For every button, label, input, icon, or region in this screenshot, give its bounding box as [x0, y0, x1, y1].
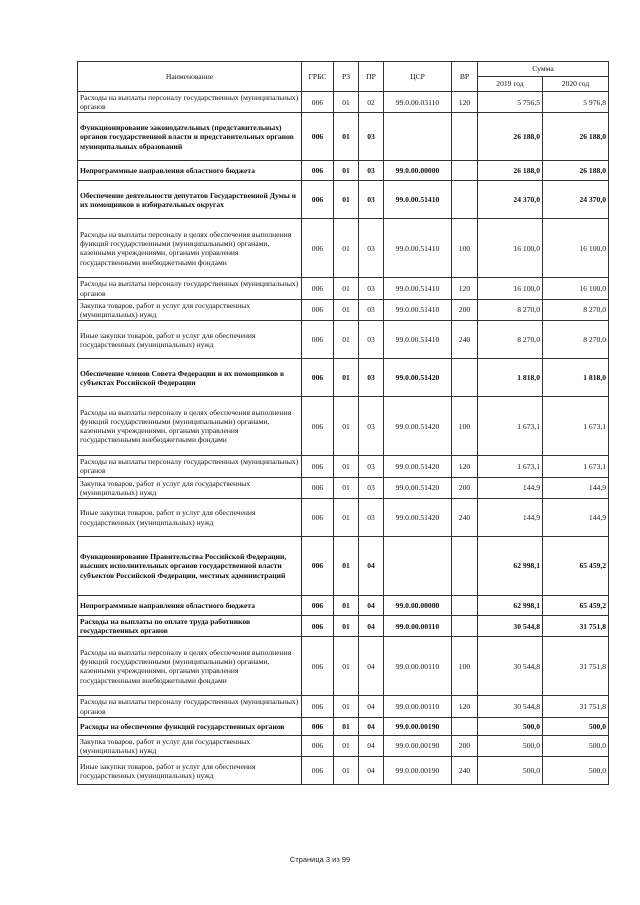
- row-sum-2020: 31 751,8: [543, 616, 609, 637]
- table-row: [78, 596, 609, 616]
- row-rz: 01: [334, 537, 359, 596]
- row-csr: 99.0.00.51410: [384, 321, 452, 359]
- row-sum-2019: 5 756,5: [478, 92, 543, 113]
- row-sum-2019: 1 673,1: [478, 397, 543, 456]
- row-vr: [452, 537, 478, 596]
- row-sum-2020: 26 188,0: [543, 113, 609, 161]
- row-rz: 01: [334, 477, 359, 498]
- row-pr: 04: [359, 616, 384, 637]
- row-csr: 99.0.00.51410: [384, 278, 452, 299]
- row-name: Непрограммные направления областного бюджета: [78, 161, 302, 181]
- row-pr: 04: [359, 757, 384, 785]
- row-grbs: 006: [302, 717, 334, 735]
- table-row: [78, 616, 609, 637]
- row-sum-2020: 24 370,0: [543, 181, 609, 219]
- row-vr: 120: [452, 456, 478, 477]
- row-vr: 100: [452, 637, 478, 696]
- header-pr: ПР: [359, 62, 384, 92]
- row-name: Иные закупки товаров, работ и услуг для обеспечения государственных (муниципальных) нужд: [78, 499, 302, 537]
- row-grbs: 006: [302, 616, 334, 637]
- table-row: [78, 397, 609, 456]
- row-pr: 04: [359, 717, 384, 735]
- row-name: Расходы на выплаты по оплате труда работников государственных органов: [78, 616, 302, 637]
- row-name: Функционирование Правительства Российской Федерации, высших исполнительных органов государственной власти субъектов Российской Федерации, местных администраций: [78, 537, 302, 596]
- row-sum-2020: 31 751,8: [543, 696, 609, 717]
- row-vr: 200: [452, 735, 478, 756]
- row-sum-2019: 26 188,0: [478, 113, 543, 161]
- row-sum-2019: 30 544,8: [478, 616, 543, 637]
- row-sum-2020: 8 270,0: [543, 299, 609, 320]
- row-vr: 120: [452, 696, 478, 717]
- row-csr: 99.0.00.51410: [384, 181, 452, 219]
- row-grbs: 006: [302, 456, 334, 477]
- header-year-2020: 2020 год: [543, 77, 609, 92]
- row-vr: [452, 113, 478, 161]
- row-pr: 03: [359, 321, 384, 359]
- table-row: [78, 456, 609, 477]
- row-csr: 99.0.00.51420: [384, 397, 452, 456]
- row-sum-2020: 1 673,1: [543, 397, 609, 456]
- row-name: Иные закупки товаров, работ и услуг для обеспечения государственных (муниципальных) нужд: [78, 757, 302, 785]
- row-sum-2019: 26 188,0: [478, 161, 543, 181]
- row-grbs: 006: [302, 359, 334, 397]
- row-rz: 01: [334, 161, 359, 181]
- row-sum-2019: 1 673,1: [478, 456, 543, 477]
- row-pr: 03: [359, 219, 384, 278]
- row-name: Функционирование законодательных (представительных) органов государственной власти и представительных органов муниципальных образований: [78, 113, 302, 161]
- row-rz: 01: [334, 92, 359, 113]
- row-grbs: 006: [302, 161, 334, 181]
- row-csr: 99.0.00.00000: [384, 596, 452, 616]
- row-sum-2020: 5 976,8: [543, 92, 609, 113]
- row-name: Расходы на выплаты персоналу государственных (муниципальных) органов: [78, 278, 302, 299]
- row-grbs: 006: [302, 181, 334, 219]
- row-vr: [452, 616, 478, 637]
- row-vr: 120: [452, 278, 478, 299]
- row-pr: 03: [359, 299, 384, 320]
- row-csr: 99.0.00.51410: [384, 219, 452, 278]
- table-row: [78, 219, 609, 278]
- row-csr: 99.0.00.00000: [384, 161, 452, 181]
- row-csr: 99.0.00.00190: [384, 735, 452, 756]
- row-sum-2020: 144,9: [543, 499, 609, 537]
- table-header: [78, 62, 609, 92]
- row-name: Обеспечение деятельности депутатов Государственной Думы и их помощников в избирательных округах: [78, 181, 302, 219]
- row-pr: 04: [359, 637, 384, 696]
- row-grbs: 006: [302, 637, 334, 696]
- budget-table-container: [77, 61, 608, 785]
- row-pr: 04: [359, 596, 384, 616]
- header-year-2019: 2019 год: [478, 77, 543, 92]
- row-name: Закупка товаров, работ и услуг для государственных (муниципальных) нужд: [78, 735, 302, 756]
- row-vr: 100: [452, 397, 478, 456]
- row-name: Непрограммные направления областного бюджета: [78, 596, 302, 616]
- row-name: Расходы на выплаты персоналу государственных (муниципальных) органов: [78, 92, 302, 113]
- row-rz: 01: [334, 321, 359, 359]
- row-grbs: 006: [302, 596, 334, 616]
- row-csr: [384, 537, 452, 596]
- header-grbs: ГРБС: [302, 62, 334, 92]
- row-sum-2020: 8 270,0: [543, 321, 609, 359]
- table-row: [78, 537, 609, 596]
- row-csr: 99.0.00.00110: [384, 696, 452, 717]
- row-grbs: 006: [302, 757, 334, 785]
- row-pr: 03: [359, 278, 384, 299]
- table-row: [78, 477, 609, 498]
- row-name: Закупка товаров, работ и услуг для государственных (муниципальных) нужд: [78, 299, 302, 320]
- row-sum-2019: 500,0: [478, 757, 543, 785]
- table-row: [78, 161, 609, 181]
- row-pr: 04: [359, 696, 384, 717]
- row-rz: 01: [334, 456, 359, 477]
- row-vr: [452, 596, 478, 616]
- row-rz: 01: [334, 299, 359, 320]
- row-csr: 99.0.00.51410: [384, 299, 452, 320]
- row-sum-2020: 1 673,1: [543, 456, 609, 477]
- row-grbs: 006: [302, 696, 334, 717]
- row-grbs: 006: [302, 321, 334, 359]
- row-name: Расходы на выплаты персоналу в целях обеспечения выполнения функций государственными (муниципальными) органами, казенными учреждениями, органами управления государственными внебюджетными фондами: [78, 637, 302, 696]
- row-sum-2020: 26 188,0: [543, 161, 609, 181]
- table-row: [78, 757, 609, 785]
- row-rz: 01: [334, 616, 359, 637]
- row-sum-2019: 8 270,0: [478, 321, 543, 359]
- row-sum-2019: 500,0: [478, 717, 543, 735]
- row-sum-2020: 500,0: [543, 717, 609, 735]
- table-body: [78, 92, 609, 785]
- row-grbs: 006: [302, 113, 334, 161]
- row-grbs: 006: [302, 397, 334, 456]
- row-sum-2020: 16 100,0: [543, 219, 609, 278]
- page-number: Страница 3 из 99: [289, 855, 351, 864]
- row-vr: 240: [452, 757, 478, 785]
- table-row: [78, 735, 609, 756]
- row-name: Иные закупки товаров, работ и услуг для обеспечения государственных (муниципальных) нужд: [78, 321, 302, 359]
- row-pr: 02: [359, 92, 384, 113]
- row-vr: [452, 161, 478, 181]
- row-sum-2020: 500,0: [543, 757, 609, 785]
- row-csr: 99.0.00.00190: [384, 757, 452, 785]
- row-csr: [384, 113, 452, 161]
- row-rz: 01: [334, 637, 359, 696]
- header-sum: Сумма: [478, 62, 609, 77]
- table-row: [78, 299, 609, 320]
- row-rz: 01: [334, 113, 359, 161]
- row-sum-2019: 16 100,0: [478, 219, 543, 278]
- row-vr: 200: [452, 299, 478, 320]
- row-name: Расходы на выплаты персоналу в целях обеспечения выполнения функций государственными (муниципальными) органами, казенными учреждениями, органами управления государственными внебюджетными фондами: [78, 219, 302, 278]
- table-row: [78, 499, 609, 537]
- row-grbs: 006: [302, 477, 334, 498]
- row-sum-2019: 30 544,8: [478, 637, 543, 696]
- table-row: [78, 113, 609, 161]
- row-vr: 200: [452, 477, 478, 498]
- row-sum-2020: 65 459,2: [543, 596, 609, 616]
- row-sum-2019: 62 998,1: [478, 537, 543, 596]
- row-rz: 01: [334, 397, 359, 456]
- header-rz: РЗ: [334, 62, 359, 92]
- row-grbs: 006: [302, 92, 334, 113]
- row-rz: 01: [334, 499, 359, 537]
- row-sum-2019: 144,9: [478, 477, 543, 498]
- row-pr: 03: [359, 359, 384, 397]
- row-csr: 99.0.00.51420: [384, 359, 452, 397]
- row-rz: 01: [334, 717, 359, 735]
- budget-table: [77, 61, 609, 785]
- row-csr: 99.0.00.51420: [384, 477, 452, 498]
- page-footer: [0, 855, 640, 864]
- row-rz: 01: [334, 735, 359, 756]
- row-sum-2020: 31 751,8: [543, 637, 609, 696]
- row-csr: 99.0.00.00190: [384, 717, 452, 735]
- row-csr: 99.0.00.00110: [384, 616, 452, 637]
- row-grbs: 006: [302, 499, 334, 537]
- table-row: [78, 181, 609, 219]
- row-sum-2019: 1 818,0: [478, 359, 543, 397]
- row-sum-2019: 16 100,0: [478, 278, 543, 299]
- table-row: [78, 696, 609, 717]
- table-row: [78, 321, 609, 359]
- header-name: Наименование: [78, 62, 302, 92]
- row-name: Расходы на выплаты персоналу государственных (муниципальных) органов: [78, 456, 302, 477]
- row-pr: 03: [359, 456, 384, 477]
- row-csr: 99.0.00.00110: [384, 637, 452, 696]
- row-sum-2020: 144,9: [543, 477, 609, 498]
- row-grbs: 006: [302, 537, 334, 596]
- row-vr: [452, 181, 478, 219]
- row-rz: 01: [334, 181, 359, 219]
- row-pr: 03: [359, 477, 384, 498]
- row-pr: 04: [359, 735, 384, 756]
- row-pr: 04: [359, 537, 384, 596]
- row-sum-2020: 16 100,0: [543, 278, 609, 299]
- row-sum-2019: 500,0: [478, 735, 543, 756]
- row-name: Обеспечение членов Совета Федерации и их помощников в субъектах Российской Федерации: [78, 359, 302, 397]
- row-vr: 120: [452, 92, 478, 113]
- row-rz: 01: [334, 757, 359, 785]
- row-vr: 240: [452, 499, 478, 537]
- row-grbs: 006: [302, 735, 334, 756]
- row-sum-2019: 24 370,0: [478, 181, 543, 219]
- row-pr: 03: [359, 181, 384, 219]
- row-sum-2020: 1 818,0: [543, 359, 609, 397]
- row-pr: 03: [359, 499, 384, 537]
- row-sum-2019: 30 544,8: [478, 696, 543, 717]
- row-rz: 01: [334, 219, 359, 278]
- row-rz: 01: [334, 596, 359, 616]
- table-row: [78, 278, 609, 299]
- row-grbs: 006: [302, 299, 334, 320]
- row-csr: 99.0.00.51420: [384, 456, 452, 477]
- row-vr: 100: [452, 219, 478, 278]
- row-rz: 01: [334, 278, 359, 299]
- row-pr: 03: [359, 397, 384, 456]
- row-sum-2020: 500,0: [543, 735, 609, 756]
- row-sum-2019: 8 270,0: [478, 299, 543, 320]
- row-csr: 99.0.00.03110: [384, 92, 452, 113]
- row-vr: 240: [452, 321, 478, 359]
- row-pr: 03: [359, 113, 384, 161]
- table-row: [78, 92, 609, 113]
- row-pr: 03: [359, 161, 384, 181]
- row-grbs: 006: [302, 219, 334, 278]
- row-name: Расходы на выплаты персоналу государственных (муниципальных) органов: [78, 696, 302, 717]
- row-sum-2020: 65 459,2: [543, 537, 609, 596]
- row-vr: [452, 359, 478, 397]
- table-row: [78, 717, 609, 735]
- table-row: [78, 359, 609, 397]
- row-name: Расходы на выплаты персоналу в целях обеспечения выполнения функций государственными (муниципальными) органами, казенными учреждениями, органами управления государственными внебюджетными фондами: [78, 397, 302, 456]
- row-rz: 01: [334, 696, 359, 717]
- row-csr: 99.0.00.51420: [384, 499, 452, 537]
- row-name: Закупка товаров, работ и услуг для государственных (муниципальных) нужд: [78, 477, 302, 498]
- row-sum-2019: 62 998,1: [478, 596, 543, 616]
- row-name: Расходы на обеспечение функций государственных органов: [78, 717, 302, 735]
- table-row: [78, 637, 609, 696]
- row-grbs: 006: [302, 278, 334, 299]
- row-vr: [452, 717, 478, 735]
- header-vr: ВР: [452, 62, 478, 92]
- header-csr: ЦСР: [384, 62, 452, 92]
- row-rz: 01: [334, 359, 359, 397]
- row-sum-2019: 144,9: [478, 499, 543, 537]
